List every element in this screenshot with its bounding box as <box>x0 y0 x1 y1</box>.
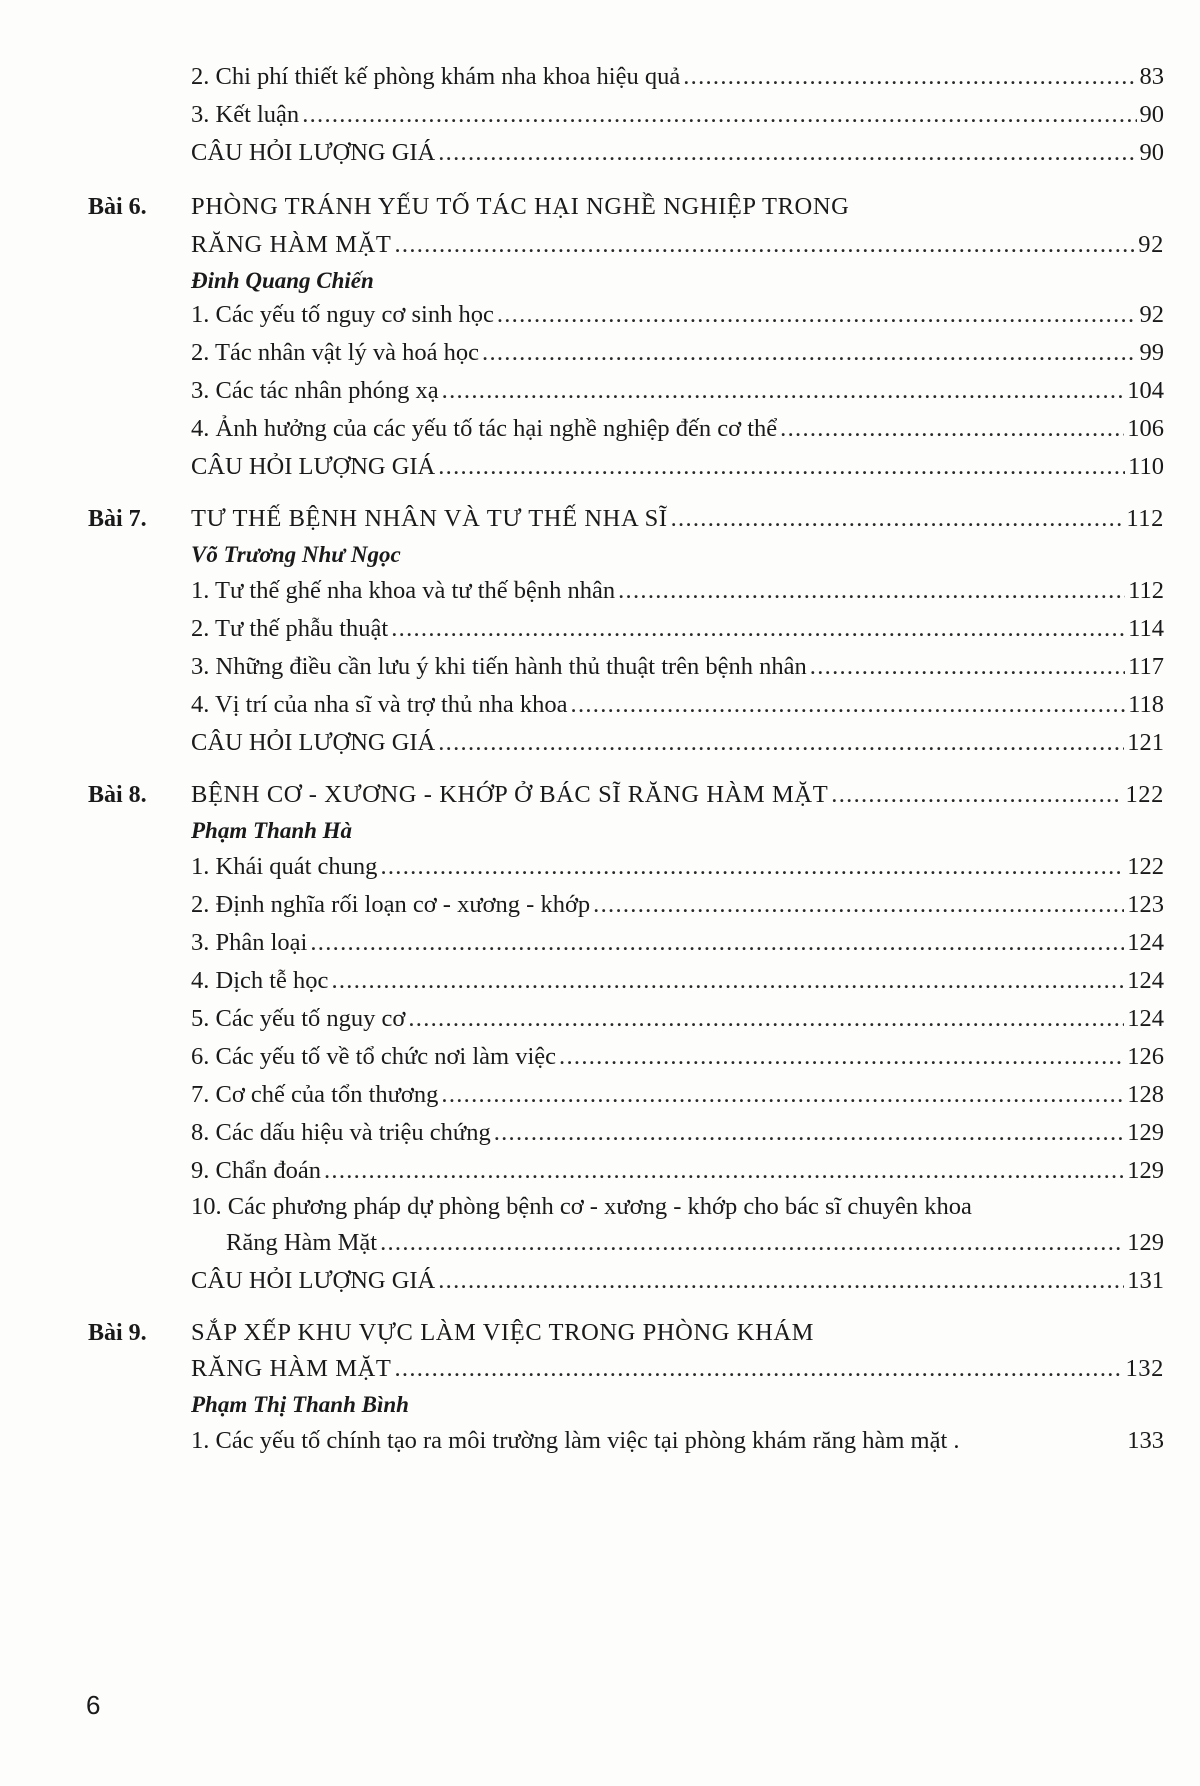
lesson-title: BỆNH CƠ - XƯƠNG - KHỚP Ở BÁC SĨ RĂNG HÀM MẶT ..... 122 <box>191 780 1164 810</box>
lesson-title: SẮP XẾP KHU VỰC LÀM VIỆC TRONG PHÒNG KHÁM <box>191 1319 815 1346</box>
toc-entry: 7. Cơ chế của tổn thương ..... 128 <box>191 1080 1164 1110</box>
toc-entry: 3. Phân loại ..... 124 <box>191 928 1164 958</box>
toc-entry: 4. Vị trí của nha sĩ và trợ thủ nha khoa ..... 118 <box>191 690 1164 720</box>
page-number: 6 <box>86 1690 101 1720</box>
toc-entry: 6. Các yếu tố về tổ chức nơi làm việc ..... 126 <box>191 1042 1164 1072</box>
lesson-page: 122 <box>1125 781 1164 808</box>
entry-page: 90 <box>1139 101 1164 128</box>
lesson-label: Bài 8. <box>88 782 147 808</box>
entry-page: 90 <box>1139 139 1164 166</box>
lesson-author: Võ Trương Như Ngọc <box>191 542 401 567</box>
lesson-title-cont: RĂNG HÀM MẶT ..... 92 <box>191 230 1164 260</box>
leader-dots <box>438 138 1136 168</box>
toc-entry <box>191 138 1164 168</box>
toc-entry: 4. Ảnh hưởng của các yếu tố tác hại nghề nghiệp đến cơ thể ..... 106 <box>191 414 1164 444</box>
lesson-label: Bài 9. <box>88 1320 147 1346</box>
lesson-page: 112 <box>1126 505 1164 532</box>
toc-entry: 3. Các tác nhân phóng xạ ..... 104 <box>191 376 1164 406</box>
toc-entry: 10. Các phương pháp dự phòng bệnh cơ - xương - khớp cho bác sĩ chuyên khoa <box>191 1193 972 1220</box>
toc-entry: 5. Các yếu tố nguy cơ ..... 124 <box>191 1004 1164 1034</box>
lesson-page: 132 <box>1125 1355 1164 1382</box>
lesson-title: TƯ THẾ BỆNH NHÂN VÀ TƯ THẾ NHA SĨ ..... 112 <box>191 504 1164 534</box>
toc-entry: 8. Các dấu hiệu và triệu chứng ..... 129 <box>191 1118 1164 1148</box>
toc-entry: 4. Dịch tễ học ..... 124 <box>191 966 1164 996</box>
toc-entry: CÂU HỎI LƯỢNG GIÁ ..... 121 <box>191 728 1164 758</box>
toc-entry: 2. Tư thế phẫu thuật ..... 114 <box>191 614 1164 644</box>
lesson-title: PHÒNG TRÁNH YẾU TỐ TÁC HẠI NGHỀ NGHIỆP TRONG <box>191 193 850 220</box>
toc-entry <box>191 100 1164 130</box>
toc-entry: CÂU HỎI LƯỢNG GIÁ ..... 131 <box>191 1266 1164 1296</box>
toc-entry: 1. Các yếu tố chính tạo ra môi trường làm việc tại phòng khám răng hàm mặt . 133 <box>191 1427 1164 1454</box>
toc-entry: 9. Chẩn đoán ..... 129 <box>191 1156 1164 1186</box>
toc-entry: 1. Các yếu tố nguy cơ sinh học ..... 92 <box>191 300 1164 330</box>
leader-dots <box>394 230 1135 260</box>
lesson-label: Bài 6. <box>88 194 147 220</box>
lesson-author: Đinh Quang Chiến <box>191 268 374 293</box>
toc-entry: 2. Định nghĩa rối loạn cơ - xương - khớp ..... 123 <box>191 890 1164 920</box>
entry-title: 3. Kết luận <box>191 101 300 128</box>
leader-dots <box>302 100 1136 130</box>
entry-page: 83 <box>1139 63 1164 90</box>
toc-entry: 1. Khái quát chung ..... 122 <box>191 852 1164 882</box>
lesson-author: Phạm Thanh Hà <box>191 818 353 843</box>
toc-entry: CÂU HỎI LƯỢNG GIÁ ..... 110 <box>191 452 1164 482</box>
toc-entry <box>191 62 1164 92</box>
leader-dots <box>683 62 1136 92</box>
lesson-page: 92 <box>1138 231 1164 258</box>
toc-entry-cont: Răng Hàm Mặt ..... 129 <box>226 1228 1164 1258</box>
entry-title: CÂU HỎI LƯỢNG GIÁ <box>191 139 436 166</box>
entry-title: 2. Chi phí thiết kế phòng khám nha khoa hiệu quả <box>191 63 681 90</box>
lesson-title-cont: RĂNG HÀM MẶT ..... 132 <box>191 1354 1164 1384</box>
toc-entry: 2. Tác nhân vật lý và hoá học ..... 99 <box>191 338 1164 368</box>
toc-entry: 1. Tư thế ghế nha khoa và tư thế bệnh nhân ..... 112 <box>191 576 1164 606</box>
toc-entry: 3. Những điều cần lưu ý khi tiến hành thủ thuật trên bệnh nhân ..... 117 <box>191 652 1164 682</box>
lesson-author: Phạm Thị Thanh Bình <box>191 1392 409 1417</box>
lesson-label: Bài 7. <box>88 506 147 532</box>
